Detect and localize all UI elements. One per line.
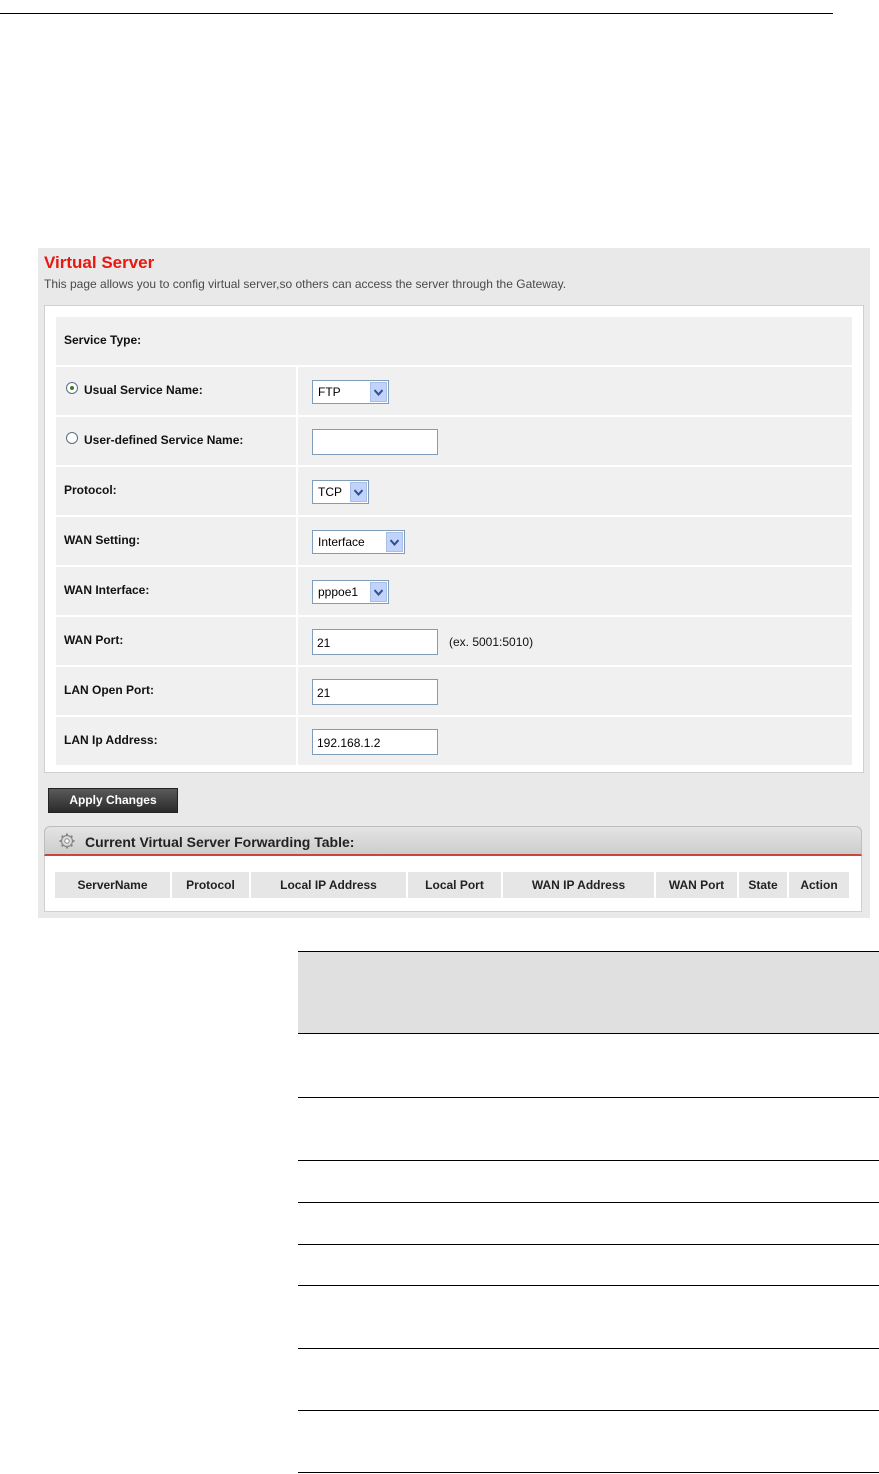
wan-setting-row (56, 517, 852, 565)
column-header-local-ip: Local IP Address (251, 872, 406, 898)
chevron-down-icon[interactable] (350, 482, 367, 502)
table-divider (298, 1472, 879, 1473)
column-header-wan-ip: WAN IP Address (503, 872, 654, 898)
lan-ip-value: 192.168.1.2 (317, 736, 381, 750)
forwarding-table-title: Current Virtual Server Forwarding Table: (85, 834, 355, 850)
user-defined-service-label: User-defined Service Name: (84, 433, 244, 447)
protocol-value: TCP (318, 485, 342, 499)
service-type-label: Service Type: (64, 333, 142, 347)
lan-ip-label: LAN Ip Address: (64, 733, 158, 747)
forwarding-table-header (44, 826, 862, 856)
gear-icon (59, 833, 75, 854)
wan-interface-select[interactable] (312, 580, 389, 604)
user-defined-service-radio[interactable] (66, 432, 78, 444)
lan-open-port-row (56, 667, 852, 715)
chevron-down-icon[interactable] (370, 582, 387, 602)
column-header-wan-port: WAN Port (656, 872, 737, 898)
column-header-protocol: Protocol (172, 872, 249, 898)
column-header-local-port: Local Port (408, 872, 501, 898)
apply-changes-button[interactable]: Apply Changes (48, 788, 178, 813)
wan-setting-select[interactable] (312, 530, 405, 554)
chevron-down-icon[interactable] (386, 532, 403, 552)
table-divider (298, 1244, 879, 1245)
protocol-select[interactable] (312, 480, 369, 504)
page-top-rule (0, 13, 833, 14)
lan-open-port-label: LAN Open Port: (64, 683, 154, 697)
lan-ip-input[interactable] (312, 729, 438, 755)
forwarding-table (44, 856, 862, 912)
forwarding-table-columns (55, 872, 853, 898)
table-divider (298, 1285, 879, 1286)
column-header-state: State (739, 872, 787, 898)
virtual-server-panel (38, 248, 870, 918)
lan-open-port-value: 21 (317, 686, 331, 700)
column-header-servername: ServerName (55, 872, 170, 898)
usual-service-value: FTP (318, 385, 341, 399)
usual-service-label: Usual Service Name: (84, 383, 203, 397)
page-description: This page allows you to config virtual server,so others can access the server through the Gateway. (44, 277, 567, 291)
usual-service-radio[interactable] (66, 382, 78, 394)
wan-port-hint: (ex. 5001:5010) (449, 635, 534, 649)
lan-open-port-input[interactable] (312, 679, 438, 705)
chevron-down-icon[interactable] (370, 382, 387, 402)
wan-port-label: WAN Port: (64, 633, 124, 647)
wan-interface-row (56, 567, 852, 615)
wan-port-input[interactable] (312, 629, 438, 655)
virtual-server-form (44, 305, 864, 773)
table-divider (298, 1202, 879, 1203)
wan-setting-value: Interface (318, 535, 365, 549)
table-divider (298, 1410, 879, 1411)
wan-port-row (56, 617, 852, 665)
page-title: Virtual Server (44, 253, 155, 272)
column-header-action: Action (789, 872, 849, 898)
wan-interface-value: pppoe1 (318, 585, 359, 599)
wan-port-value: 21 (317, 636, 331, 650)
usual-service-row (56, 367, 852, 415)
table-divider (298, 1348, 879, 1349)
lan-ip-row (56, 717, 852, 765)
service-type-row (56, 317, 852, 365)
document-table-header (298, 951, 879, 1034)
protocol-row (56, 467, 852, 515)
protocol-label: Protocol: (64, 483, 117, 497)
table-divider (298, 1160, 879, 1161)
wan-setting-label: WAN Setting: (64, 533, 140, 547)
user-defined-service-input[interactable] (312, 429, 438, 455)
user-defined-service-row (56, 417, 852, 465)
wan-interface-label: WAN Interface: (64, 583, 150, 597)
table-divider (298, 1097, 879, 1098)
usual-service-select[interactable] (312, 380, 389, 404)
